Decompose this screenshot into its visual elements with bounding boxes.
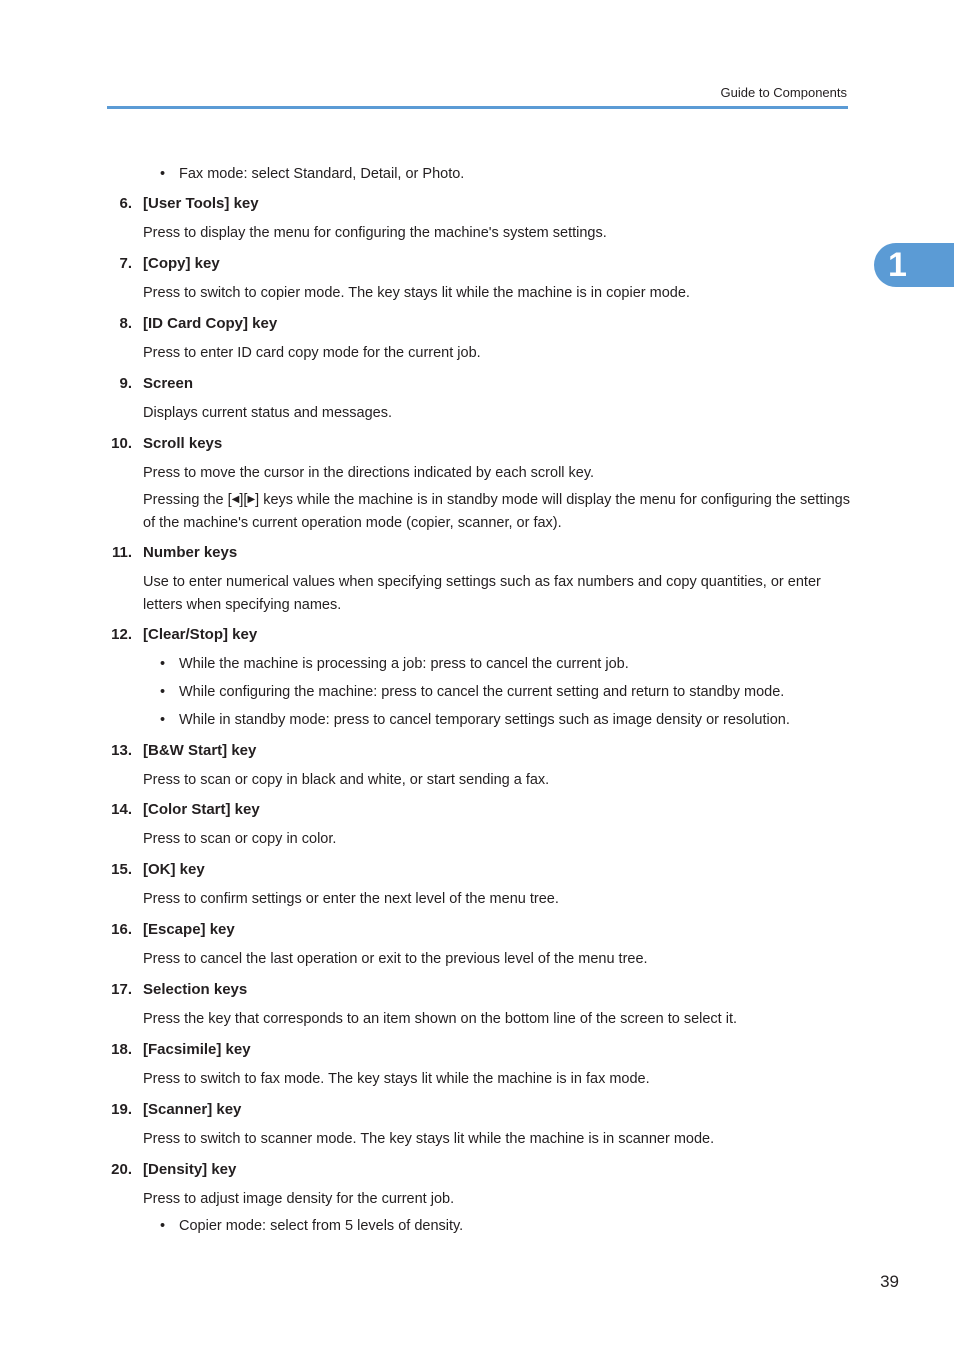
chapter-number: 1 — [888, 246, 907, 284]
left-arrow-icon: ◀ — [231, 494, 240, 505]
page-number: 39 — [880, 1272, 899, 1291]
item-text: Press to switch to fax mode. The key stays lit while the machine is in fax mode. — [143, 1071, 650, 1087]
item-text: Press to scan or copy in color. — [143, 831, 337, 847]
item-text: letters when specifying names. — [143, 597, 342, 613]
header-rule — [107, 106, 848, 109]
item-text: Press to switch to scanner mode. The key stays lit while the machine is in scanner mode. — [143, 1131, 715, 1147]
item-text: Press to adjust image density for the current job. — [143, 1191, 455, 1207]
item-text: Press to cancel the last operation or exit to the previous level of the menu tree. — [143, 951, 648, 967]
item-text: Press to confirm settings or enter the next level of the menu tree. — [143, 891, 559, 907]
item-text: of the machine's current operation mode (copier, scanner, or fax). — [143, 515, 562, 531]
right-arrow-icon: ▶ — [247, 494, 256, 505]
item-text: Press to switch to copier mode. The key stays lit while the machine is in copier mode. — [143, 285, 690, 301]
chapter-tab — [874, 243, 954, 287]
item-text: Press the key that corresponds to an item shown on the bottom line of the screen to select it. — [143, 1011, 738, 1027]
item-text: Pressing the [◀][▶] keys while the machine is in standby mode will display the menu for configuring the settings — [143, 492, 850, 508]
item-text: Use to enter numerical values when specifying settings such as fax numbers and copy quantities, or enter — [143, 574, 821, 590]
item-text: Displays current status and messages. — [143, 405, 393, 421]
header-title: Guide to Components — [720, 85, 847, 100]
item-text: Press to enter ID card copy mode for the current job. — [143, 345, 481, 361]
item-text: Press to move the cursor in the directions indicated by each scroll key. — [143, 465, 595, 481]
item-text: Press to display the menu for configuring the machine's system settings. — [143, 225, 607, 241]
item-text: Press to scan or copy in black and white, or start sending a fax. — [143, 772, 550, 788]
